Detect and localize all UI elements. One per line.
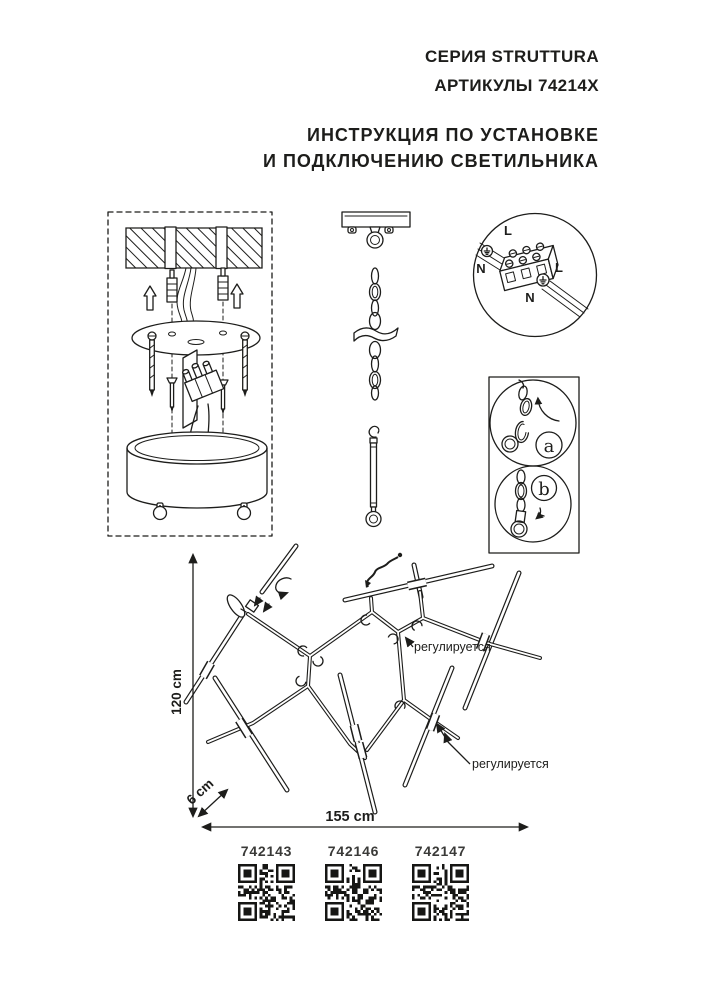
chain-adjust-details xyxy=(488,376,580,554)
qr-code-image xyxy=(412,864,469,921)
disc-icon xyxy=(224,592,248,620)
qr-code-image xyxy=(325,864,382,921)
drill-hole xyxy=(216,227,227,269)
mounting-bar xyxy=(342,212,410,248)
header xyxy=(263,42,599,174)
rotation-arrow-icon xyxy=(276,578,291,594)
adjustable-label-1: регулируется xyxy=(414,640,491,654)
ceiling-mount-diagram xyxy=(104,208,276,538)
qr-code-row xyxy=(0,843,707,926)
chandelier-light-tubes xyxy=(183,546,519,812)
detail-circle-b xyxy=(495,466,571,542)
adjustable-callout-1 xyxy=(406,638,491,654)
chandelier-dimension-drawing xyxy=(160,540,549,840)
wire-n-label: N xyxy=(525,290,535,305)
series-articles: АРТИКУЛЫ 74214X xyxy=(434,76,599,95)
height-label: 120 cm xyxy=(169,669,184,715)
cap-nut-icon xyxy=(238,503,251,520)
dimension-height xyxy=(169,555,193,816)
wall-anchor-icon xyxy=(218,268,228,300)
power-cable-icon xyxy=(365,553,402,588)
wiring-detail-diagram xyxy=(470,211,603,341)
qr-code-image xyxy=(238,864,295,921)
qr-item-742143 xyxy=(238,843,295,926)
instruction-line-2: И ПОДКЛЮЧЕНИЮ СВЕТИЛЬНИКА xyxy=(263,151,599,171)
hanging-ring-icon xyxy=(367,232,383,248)
qr-item-742146 xyxy=(325,843,382,926)
instruction-title xyxy=(263,122,599,174)
terminal-n-label: N xyxy=(476,261,486,276)
chandelier-frame xyxy=(208,592,540,758)
rotate-open-arrow-icon xyxy=(538,399,559,421)
screw-icon xyxy=(241,332,249,397)
fixture-wires xyxy=(542,281,588,317)
terminal-block-3d xyxy=(496,240,561,291)
dimension-width xyxy=(203,809,527,827)
instruction-line-1: ИНСТРУКЦИЯ ПО УСТАНОВКЕ xyxy=(307,125,599,145)
series-title: СЕРИЯ STRUTTURA xyxy=(425,47,599,66)
insert-arrow-icon xyxy=(537,508,544,518)
adjustable-callout-2 xyxy=(437,724,549,771)
canopy-cup xyxy=(127,432,267,508)
tube-sleeves xyxy=(203,582,486,758)
drill-hole xyxy=(165,227,176,269)
qr-item-742147 xyxy=(412,843,469,926)
canopy-label: 6 cm xyxy=(183,775,217,808)
ground-icon xyxy=(537,274,549,286)
qr-label: 742143 xyxy=(240,843,293,859)
screw-icon xyxy=(167,378,177,413)
terminal-l-label: L xyxy=(504,223,512,238)
detail-circle-a xyxy=(490,380,576,466)
chain-parts-diagram xyxy=(318,200,448,540)
width-label: 155 cm xyxy=(325,809,375,825)
ceiling-hatch xyxy=(126,227,262,269)
badge-a-label: a xyxy=(543,436,555,457)
qr-label: 742147 xyxy=(414,843,467,859)
qr-label: 742146 xyxy=(327,843,380,859)
up-arrow-icon xyxy=(144,286,156,310)
chain-links-icon xyxy=(511,470,527,537)
hook-icon xyxy=(369,426,379,437)
up-arrow-icon xyxy=(231,284,243,308)
wire-l-label: L xyxy=(555,260,563,275)
adjustable-label-2: регулируется xyxy=(472,757,549,771)
chain-icon xyxy=(354,268,398,400)
socket-piece xyxy=(246,600,259,612)
ring-icon xyxy=(366,512,381,527)
quick-link-open-icon xyxy=(502,380,533,452)
wall-anchor-icon xyxy=(167,270,177,302)
rod-icon xyxy=(366,426,381,526)
screw-icon xyxy=(148,332,156,397)
badge-b-label: b xyxy=(538,479,550,500)
ceiling-wires-icon xyxy=(177,268,196,324)
dimension-canopy xyxy=(184,776,227,816)
ground-icon xyxy=(482,246,493,257)
terminal-block-icon xyxy=(179,350,223,428)
